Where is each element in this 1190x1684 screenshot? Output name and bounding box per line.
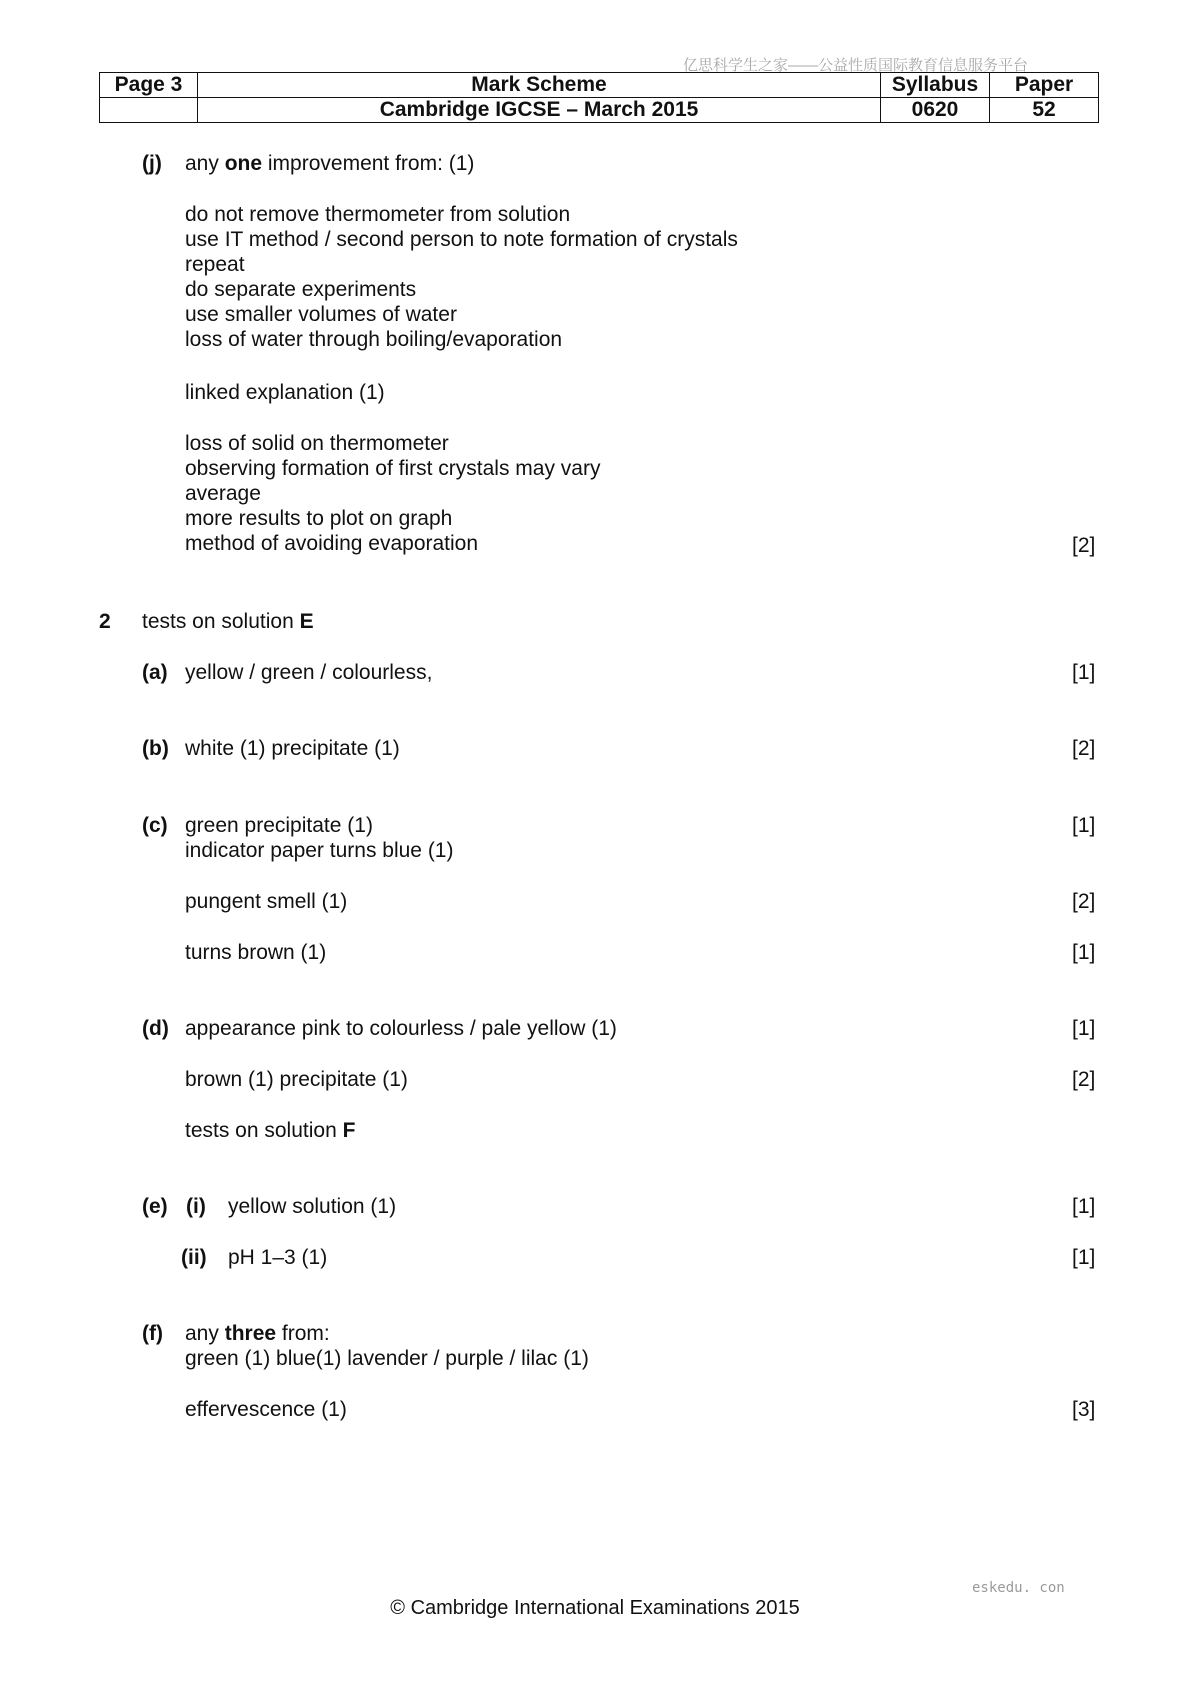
header-table [99,72,1099,123]
q2e-i-mark: [1] [1072,1195,1096,1218]
list-item: use IT method / second person to note formation of crystals [185,228,738,251]
header-page: Page 3 [100,73,198,98]
q2c-mark1: [1] [1072,814,1096,837]
list-item: loss of solid on thermometer [185,432,449,455]
q2-intro: tests on solution E [142,610,314,633]
q2a-mark: [1] [1072,661,1096,684]
q2e-ii-mark: [1] [1072,1246,1096,1269]
q2e-i-label: (i) [186,1195,206,1218]
list-item: do separate experiments [185,278,417,301]
q2f-mark: [3] [1072,1398,1096,1421]
list-item: observing formation of first crystals may vary [185,457,601,480]
q2b-mark: [2] [1072,737,1096,760]
q2b-text: white (1) precipitate (1) [185,737,400,760]
q2e-ii-label: (ii) [181,1246,207,1269]
q2c-mark4: [1] [1072,941,1096,964]
q2f-intro: any three from: [185,1322,330,1345]
header-subtitle: Cambridge IGCSE – March 2015 [198,98,881,123]
q2c-line1: green precipitate (1) [185,814,373,837]
q2e-i-text: yellow solution (1) [228,1195,397,1218]
watermark-top: 亿思科学生之家——公益性质国际教育信息服务平台 [683,57,1029,74]
q2c-line3: pungent smell (1) [185,890,348,913]
list-item: more results to plot on graph [185,507,453,530]
list-item: use smaller volumes of water [185,303,457,326]
q2b-label: (b) [142,737,169,760]
watermark-bottom: eskedu. con [972,1580,1065,1596]
improvement-list [185,202,738,352]
q2c-line2: indicator paper turns blue (1) [185,839,454,862]
q2d-line1: appearance pink to colourless / pale yellow (1) [185,1017,617,1040]
q2d-mark1: [1] [1072,1017,1096,1040]
list-item: loss of water through boiling/evaporation [185,328,563,351]
q1j-mark: [2] [1072,534,1096,557]
q2c-mark3: [2] [1072,890,1096,913]
list-item: method of avoiding evaporation [185,532,479,555]
q2c-label: (c) [142,814,168,837]
q1j-intro: any one improvement from: (1) [185,152,475,175]
q2e-label: (e) [142,1195,168,1218]
q2f-line2: effervescence (1) [185,1398,347,1421]
q1j-label: (j) [142,152,162,175]
list-item: do not remove thermometer from solution [185,203,571,226]
header-paper: 52 [990,98,1099,123]
q2e-ii-text: pH 1–3 (1) [228,1246,328,1269]
list-item: average [185,482,261,505]
header-syllabus-label: Syllabus [881,73,990,98]
q2d-line2: brown (1) precipitate (1) [185,1068,408,1091]
explanation-list [185,431,600,556]
q2-number: 2 [99,610,111,633]
q2d-line3: tests on solution F [185,1119,356,1142]
q2a-text: yellow / green / colourless, [185,661,433,684]
footer-copyright: © Cambridge International Examinations 2015 [390,1597,800,1619]
q2a-label: (a) [142,661,168,684]
q2f-label: (f) [142,1322,163,1345]
list-item: repeat [185,253,245,276]
q2f-line1: green (1) blue(1) lavender / purple / lilac (1) [185,1347,589,1370]
header-title: Mark Scheme [198,73,881,98]
linked-explanation: linked explanation (1) [185,381,385,404]
q2d-label: (d) [142,1017,169,1040]
header-paper-label: Paper [990,73,1099,98]
header-blank [100,98,198,123]
q2c-line4: turns brown (1) [185,941,327,964]
header-syllabus: 0620 [881,98,990,123]
q2d-mark2: [2] [1072,1068,1096,1091]
